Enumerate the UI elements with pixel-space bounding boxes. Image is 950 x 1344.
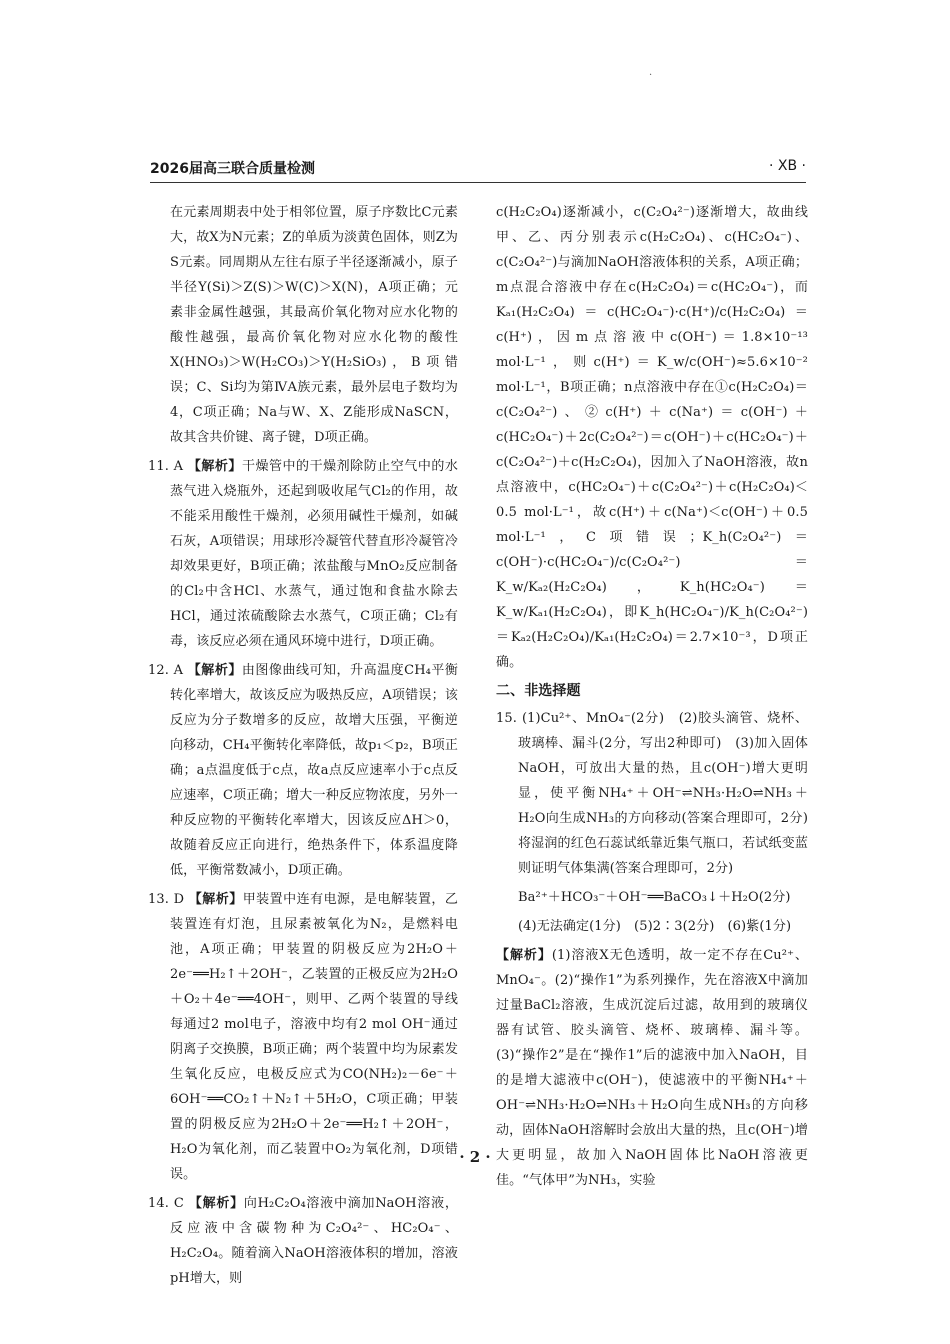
q13-tag: 【解析】 [188,892,243,907]
q15-tail: (4)无法确定(1分) (5)2∶3(2分) (6)紫(1分) [518,919,792,934]
page-number: · 2 · [459,1148,491,1166]
q12-block [148,658,458,883]
q13-answer: 13. D [148,892,185,907]
q13-block [148,887,458,1187]
q11-text: 干燥管中的干燥剂除防止空气中的水蒸气进入烧瓶外，还起到吸收尾气Cl₂的作用，故不能采用酸性干燥剂，必须用碱性干燥剂，如碱石灰，A项错误；用球形冷凝管代替直形冷凝管冷却效果更好，B项正确；浓盐酸与MnO₂反应制备的Cl₂中含HCl、水蒸气，通过饱和食盐水除去HCl，通过浓硫酸除去水蒸气，C项正确；Cl₂有毒，该反应必须在通风环境中进行，D项正确。 [170,459,458,649]
series-code: · XB · [769,158,806,174]
q14-text: 向H₂C₂O₄溶液中滴加NaOH溶液，反应液中含碳物种为C₂O₄²⁻、HC₂O₄⁻、H₂C₂O₄。随着滴入NaOH溶液体积的增加，溶液pH增大，则 [170,1196,458,1286]
page-header [150,152,806,183]
q14-block [148,1191,458,1291]
exam-title: 2026届高三联合质量检测 [150,161,315,177]
q11-tag: 【解析】 [187,459,242,474]
right-column [496,200,822,1197]
q11-answer: 11. A [148,459,184,474]
scan-dot: · [649,70,653,81]
q12-text: 由图像曲线可知，升高温度CH₄平衡转化率增大，故该反应为吸热反应，A项错误；该反应为分子数增多的反应，故增大压强，平衡逆向移动，CH₄平衡转化率降低，故p₁＜p₂，B项正确；a点温度低于c点，故a点反应速率小于c点反应速率，C项正确；增大一种反应物浓度，另外一种反应物的平衡转化率增大，因该反应ΔH＞0，故随着反应正向进行，绝热条件下，体系温度降低，平衡常数减小，D项正确。 [170,663,458,878]
q15-analysis: (1)溶液X无色透明，故一定不存在Cu²⁺、MnO₄⁻。(2)“操作1”为系列操作，先在溶液X中滴加过量BaCl₂溶液，生成沉淀后过滤，故用到的玻璃仪器有试管、胶头滴管、烧杯、玻璃棒、漏斗等。(3)“操作2”是在“操作1”后的滤液中加入NaOH，目的是增大滤液中c(OH⁻)，使滤液中的平衡NH₄⁺＋OH⁻⇌NH₃·H₂O⇌NH₃＋H₂O向生成NH₃的方向移动，固体NaOH溶解时会放出大量的热，且c(OH⁻)增大更明显，故加入NaOH固体比NaOH溶液更佳。“气体甲”为NH₃，实验 [496,948,808,1188]
q14-tag: 【解析】 [188,1196,244,1211]
q15-answer: (1)Cu²⁺、MnO₄⁻(2分) (2)胶头滴管、烧杯、玻璃棒、漏斗(2分，写出2种即可) (3)加入固体NaOH，可放出大量的热，且c(OH⁻)增大更明显，使平衡NH₄⁺＋OH⁻⇌NH₃·H₂O⇌NH₃＋H₂O向生成NH₃的方向移动(答案合理即可，2分) 将湿润的红色石蕊试纸靠近集气瓶口，若试纸变蓝则证明气体集满(答案合理即可，2分) [518,711,822,876]
q15-block [496,706,822,881]
q13-text: 甲装置中连有电源，是电解装置，乙装置连有灯泡，且尿素被氧化为N₂，是燃料电池，A项正确；甲装置的阴极反应为2H₂O＋2e⁻══H₂↑＋2OH⁻，乙装置的正极反应为2H₂O＋O₂＋4e⁻══4OH⁻，则甲、乙两个装置的导线每通过2 mol电子，溶液中均有2 mol OH⁻通过阴离子交换膜，B项正确；两个装置中均为尿素发生氧化反应，电极反应式为CO(NH₂)₂－6e⁻＋6OH⁻══CO₂↑＋N₂↑＋5H₂O，C项正确；甲装置的阴极反应为2H₂O＋2e⁻══H₂↑＋2OH⁻，H₂O为氧化剂，而乙装置中O₂为氧化剂，D项错误。 [170,892,459,1182]
q12-tag: 【解析】 [187,663,242,678]
q12-answer: 12. A [148,663,184,678]
section-title: 二、非选择题 [496,683,581,699]
q14-continuation: c(H₂C₂O₄)逐渐减小，c(C₂O₄²⁻)逐渐增大，故曲线甲、乙、丙分别表示c(H₂C₂O₄)、c(HC₂O₄⁻)、c(C₂O₄²⁻)与滴加NaOH溶液体积的关系，A项正确；m点混合溶液中存在c(H₂C₂O₄)＝c(HC₂O₄⁻)，而Kₐ₁(H₂C₂O₄)＝c(HC₂O₄⁻)·c(H⁺)/c(H₂C₂O₄)＝c(H⁺)，因m点溶液中c(OH⁻)＝1.8×10⁻¹³ mol·L⁻¹，则c(H⁺)＝K_w/c(OH⁻)≈5.6×10⁻² mol·L⁻¹，B项正确；n点溶液中存在①c(H₂C₂O₄)＝c(C₂O₄²⁻)、②c(H⁺)＋c(Na⁺)＝c(OH⁻)＋c(HC₂O₄⁻)＋2c(C₂O₄²⁻)＝c(OH⁻)＋c(HC₂O₄⁻)＋c(C₂O₄²⁻)＋c(H₂C₂O₄)，因加入了NaOH溶液，故n点溶液中，c(HC₂O₄⁻)＋c(C₂O₄²⁻)＋c(H₂C₂O₄)＜0.5 mol·L⁻¹，故c(H⁺)＋c(Na⁺)＜c(OH⁻)＋0.5 mol·L⁻¹，C项错误；K_h(C₂O₄²⁻)＝c(OH⁻)·c(HC₂O₄⁻)/c(C₂O₄²⁻)＝K_w/Kₐ₂(H₂C₂O₄)，K_h(HC₂O₄⁻)＝K_w/Kₐ₁(H₂C₂O₄)，即K_h(HC₂O₄⁻)/K_h(C₂O₄²⁻)＝Kₐ₂(H₂C₂O₄)/Kₐ₁(H₂C₂O₄)＝2.7×10⁻³，D项正确。 [496,205,808,670]
q10-continuation: 在元素周期表中处于相邻位置，原子序数比C元素大，故X为N元素；Z的单质为淡黄色固体，则Z为S元素。同周期从左往右原子半径逐渐减小，原子半径Y(Si)＞Z(S)＞W(C)＞X(N)，A项正确；元素非金属性越强，其最高价氧化物对应水化物的酸性越强，最高价氧化物对应水化物的酸性X(HNO₃)＞W(H₂CO₃)＞Y(H₂SiO₃)，B项错误；C、Si均为第ⅣA族元素，最外层电子数均为4，C项正确；Na与W、X、Z能形成NaSCN，故其含共价键、离子键，D项正确。 [170,205,458,445]
q15-number: 15. [496,711,517,726]
q15-equation: Ba²⁺＋HCO₃⁻＋OH⁻══BaCO₃↓＋H₂O(2分) [518,890,791,905]
q11-block [148,454,458,654]
left-column [148,200,458,1295]
q15-tag: 【解析】 [496,948,552,963]
q14-answer: 14. C [148,1196,184,1211]
